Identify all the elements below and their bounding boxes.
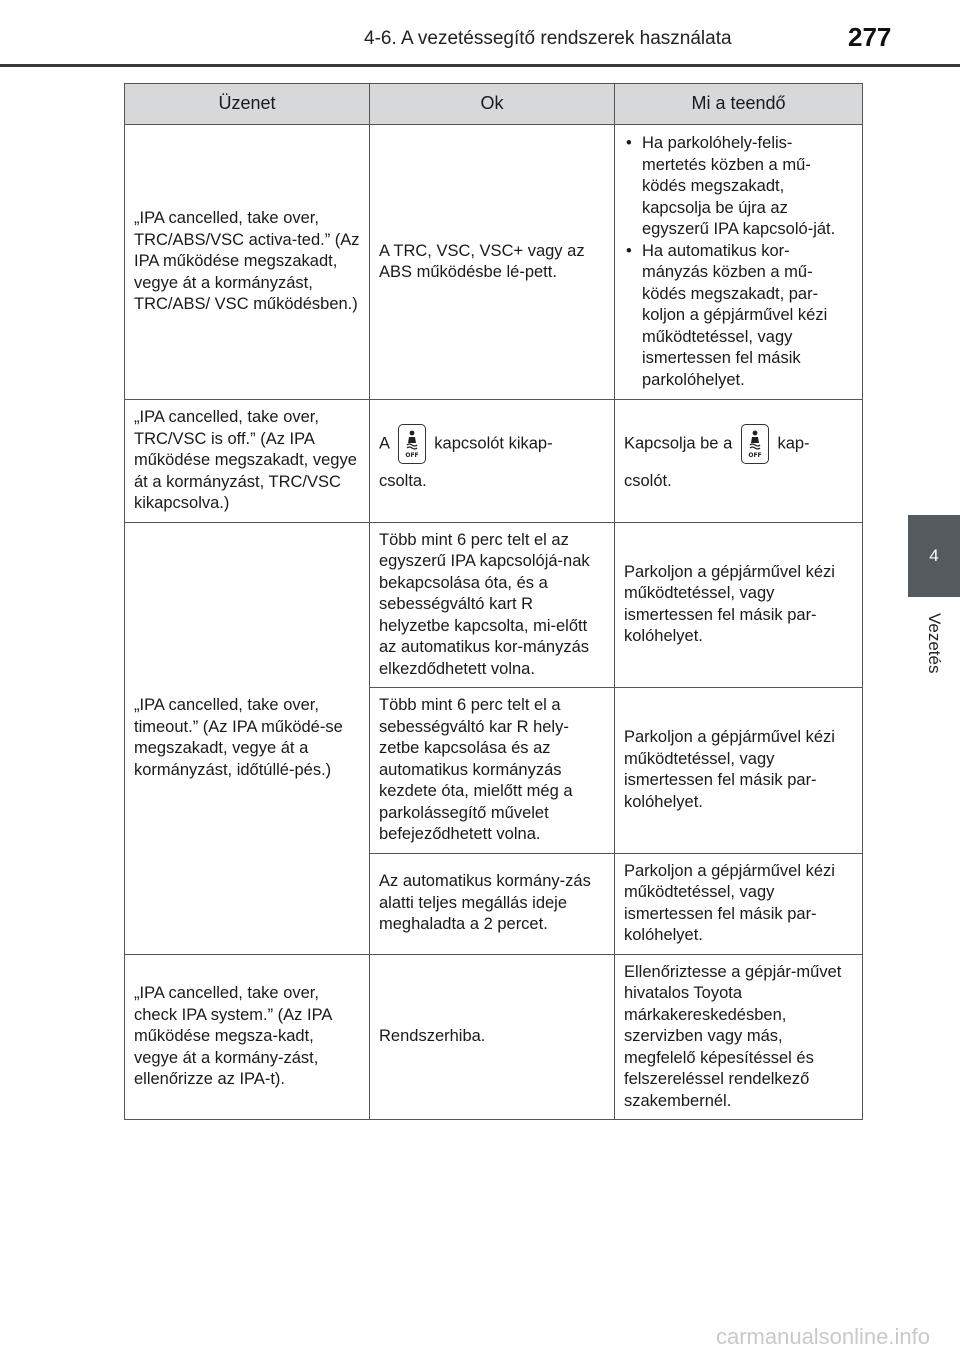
list-item: • Ha parkolóhely-felis-mertetés közben a mű-ködés megszakadt, kapcsolja be újra az egyszerű IPA kapcsoló-ját. — [624, 133, 853, 241]
message-cell: „IPA cancelled, take over, TRC/ABS/VSC activa-ted.” (Az IPA működése megszakadt, vegye át a kormányzást, TRC/ABS/ VSC működésben.) — [125, 125, 370, 400]
cause-text-after: kapcsolót kikap- — [434, 434, 553, 453]
page-header-title: 4-6. A vezetéssegítő rendszerek használata — [364, 28, 732, 49]
table-row — [125, 125, 863, 400]
cause-cell: Több mint 6 perc telt el az egyszerű IPA kapcsolójá-nak bekapcsolása óta, és a sebességváltó kart R helyzetbe kapcsolta, mi-előtt az automatikus kor-mányzás elkezdődhetett volna. — [370, 522, 615, 688]
message-cell: „IPA cancelled, take over, check IPA system.” (Az IPA működése megsza-kadt, vegye át a kormány-zást, ellenőrizze az IPA-t). — [125, 954, 370, 1120]
action-text-end: csolót. — [624, 471, 672, 490]
cause-cell: Több mint 6 perc telt el a sebességváltó kar R hely-zetbe kapcsolása és az automatikus kormányzás kezdete óta, mielőtt még a parkolássegítő művelet befejeződhetett volna. — [370, 688, 615, 854]
list-item: • Ha automatikus kor-mányzás közben a mű-ködés megszakadt, par-koljon a gépjárművel kézi működtetéssel, vagy ismertessen fel másik parkolóhelyet. — [624, 241, 853, 392]
action-cell: Parkoljon a gépjárművel kézi működtetéssel, vagy ismertessen fel másik par-kolóhelyet. — [615, 522, 863, 688]
table-row — [125, 400, 863, 523]
message-cell: „IPA cancelled, take over, timeout.” (Az IPA működé-se megszakadt, vegye át a kormányzást, időtúllé-pés.) — [125, 522, 370, 954]
chapter-tab-number: 4 — [929, 546, 939, 565]
cause-cell — [370, 400, 615, 523]
switch-off-label: OFF — [748, 451, 762, 459]
table-row — [125, 522, 863, 688]
header-divider — [0, 64, 960, 67]
switch-off-label: OFF — [405, 451, 419, 459]
cause-cell: Az automatikus kormány-zás alatti teljes megállás ideje meghaladta a 2 percet. — [370, 853, 615, 954]
column-header-action: Mi a teendő — [615, 84, 863, 125]
cause-text-end: csolta. — [379, 471, 427, 490]
vsc-off-switch-icon — [741, 424, 769, 464]
action-text-after: kap- — [777, 434, 810, 453]
cause-cell: A TRC, VSC, VSC+ vagy az ABS működésbe lé-pett. — [370, 125, 615, 400]
column-header-cause: Ok — [370, 84, 615, 125]
cause-text-before: A — [379, 434, 390, 453]
action-cell: Ellenőriztesse a gépjár-művet hivatalos Toyota márkakereskedésben, szervizben vagy más, megfelelő képesítéssel és felszereléssel rendelkező szakembernél. — [615, 954, 863, 1120]
cause-cell: Rendszerhiba. — [370, 954, 615, 1120]
message-cell: „IPA cancelled, take over, TRC/VSC is off.” (Az IPA működése megszakadt, vegye át a kormányzást, TRC/VSC kikapcsolva.) — [125, 400, 370, 523]
action-cell: Parkoljon a gépjárművel kézi működtetéssel, vagy ismertessen fel másik par-kolóhelyet. — [615, 853, 863, 954]
table-row — [125, 954, 863, 1120]
table-header-row — [125, 84, 863, 125]
vsc-off-switch-icon — [398, 424, 426, 464]
action-cell: Parkoljon a gépjárművel kézi működtetéssel, vagy ismertessen fel másik par-kolóhelyet. — [615, 688, 863, 854]
column-header-message: Üzenet — [125, 84, 370, 125]
action-list — [624, 133, 853, 391]
message-table — [124, 83, 863, 1120]
action-cell — [615, 400, 863, 523]
chapter-tab-label: Vezetés — [925, 613, 944, 674]
action-text-before: Kapcsolja be a — [624, 434, 733, 453]
page-number: 277 — [848, 22, 892, 52]
chapter-tab — [908, 515, 960, 597]
action-cell — [615, 125, 863, 400]
watermark: carmanualsonline.info — [715, 1324, 930, 1349]
